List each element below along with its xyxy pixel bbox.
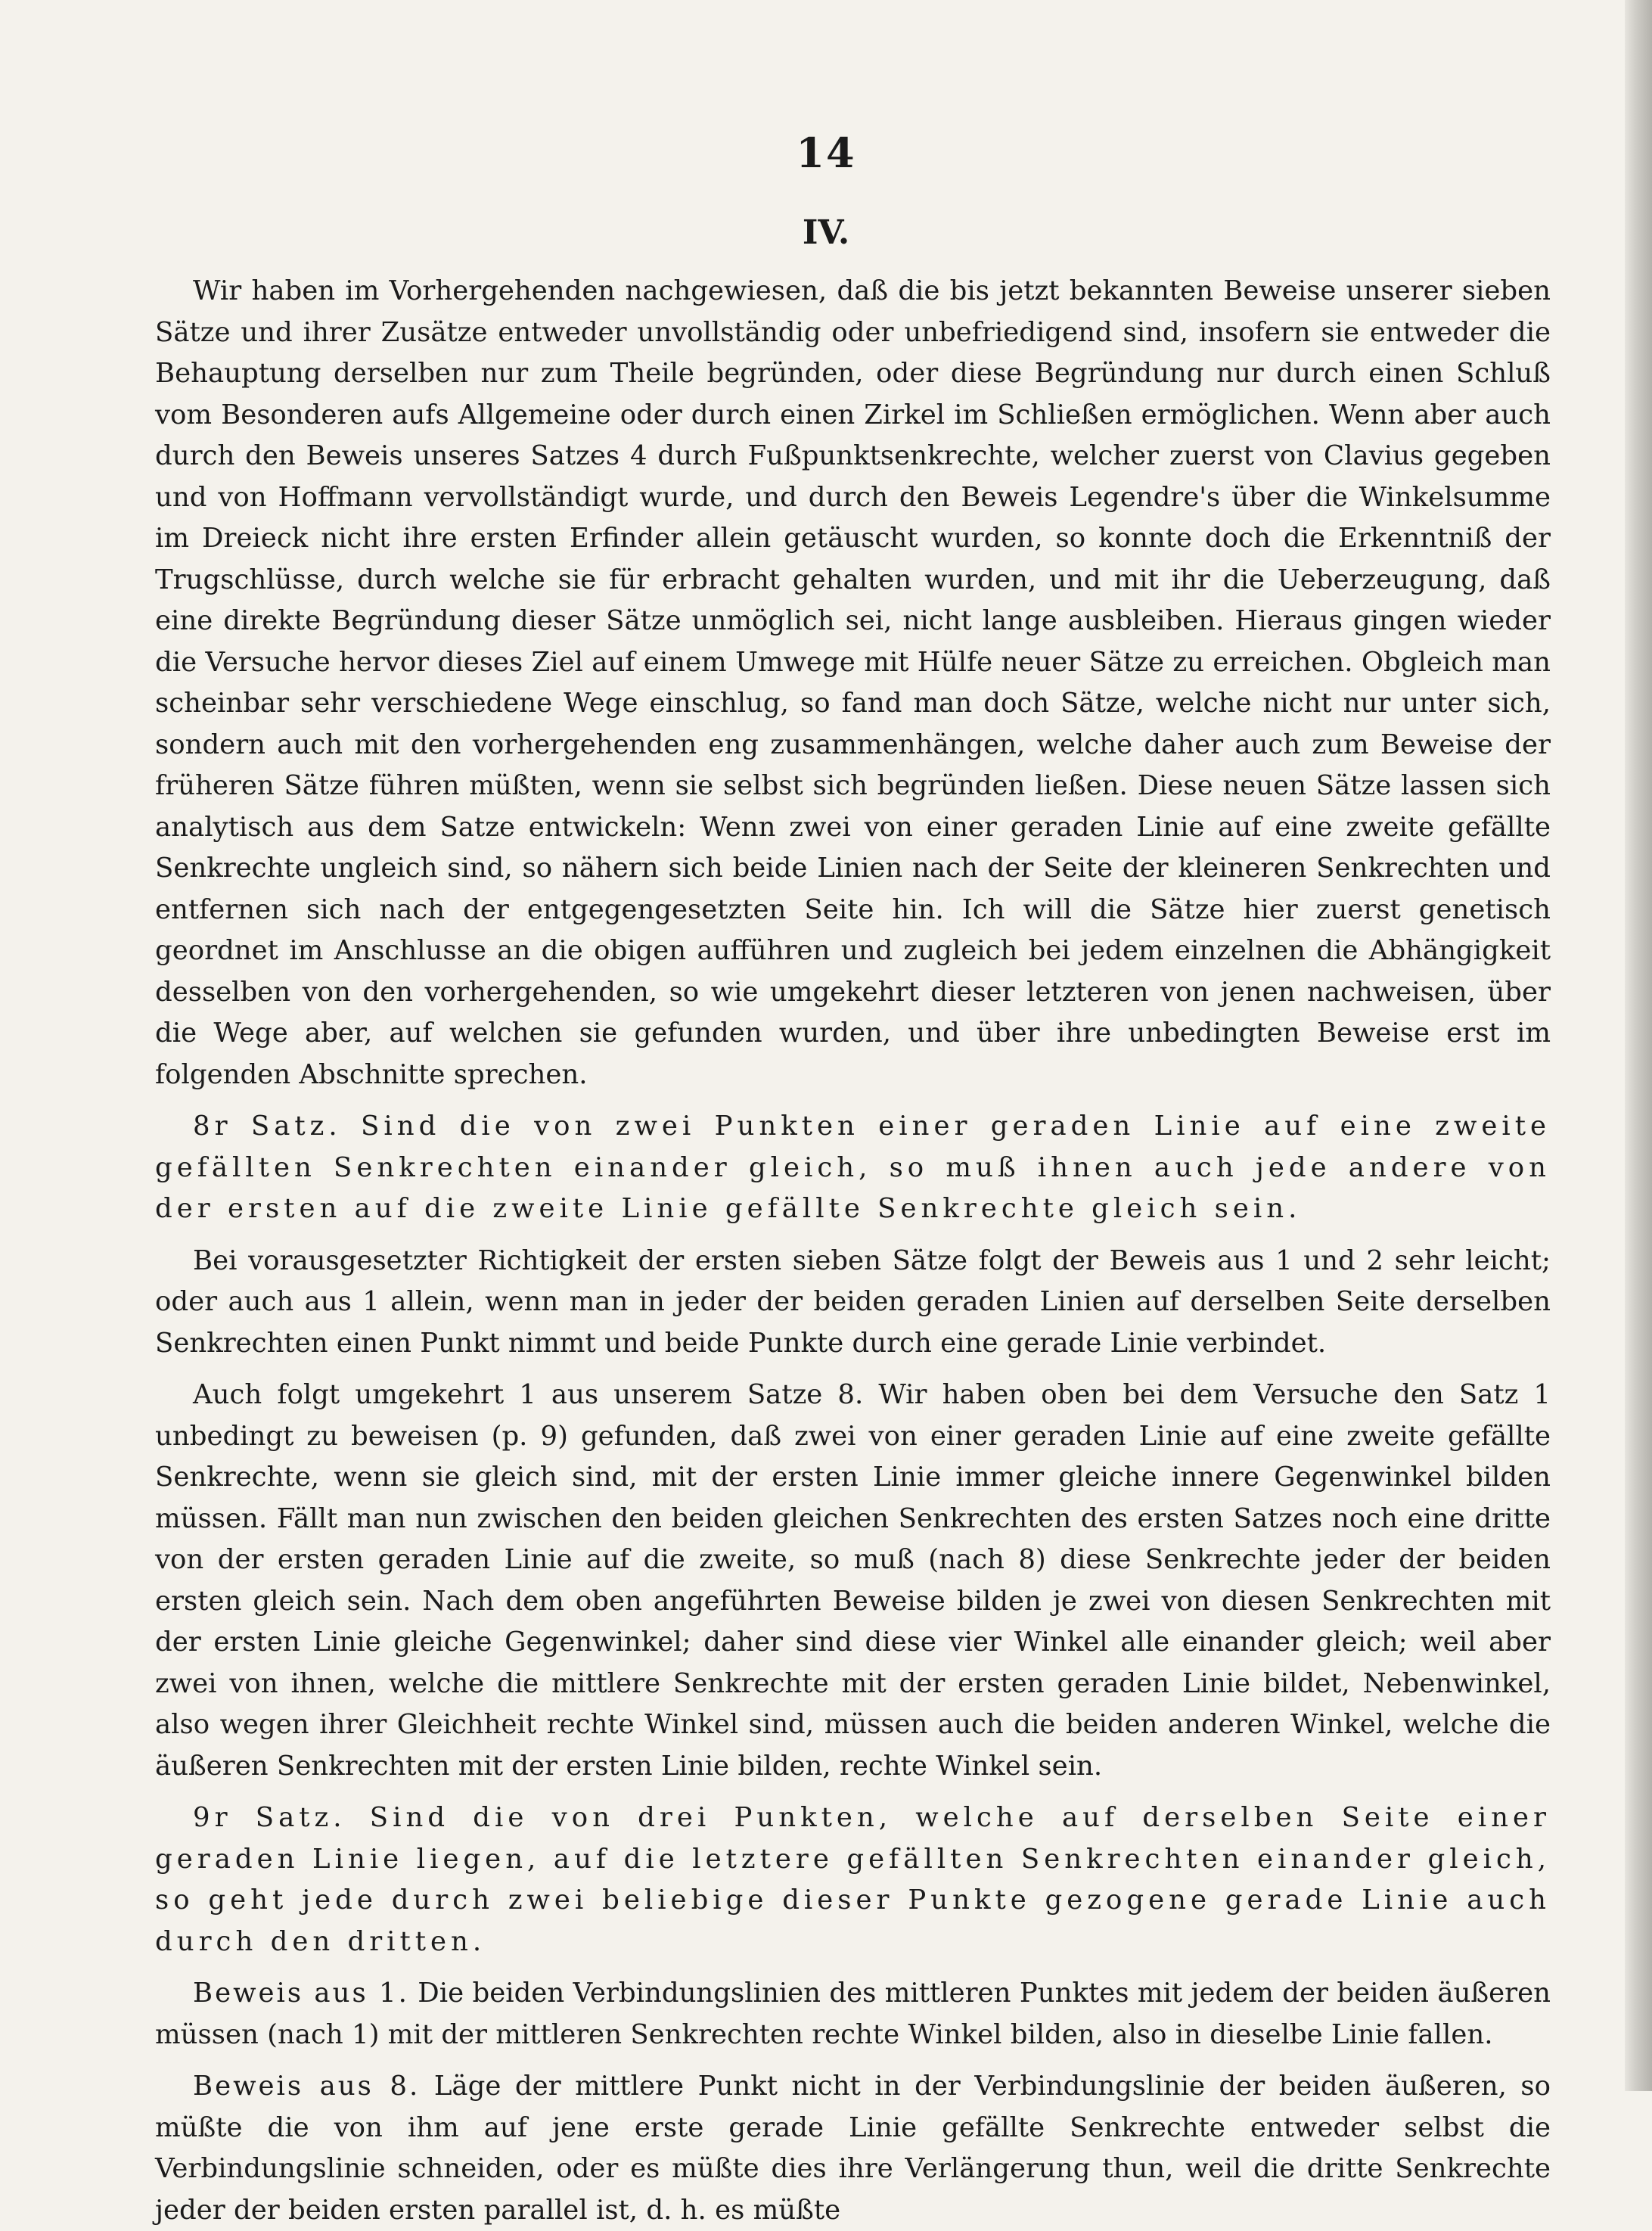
page-number: 14 bbox=[796, 129, 856, 177]
paragraph-proof-b: Auch folgt umgekehrt 1 aus unserem Satze 8. Wir haben oben bei dem Versuche den Satz 1 unbedingt zu beweisen (p. 9) gefunden, daß zwei von einer geraden Linie auf eine zweite gefällte Senkrechte, wenn sie gleich sind, mit der ersten Linie immer gleiche innere Gegenwinkel bilden müssen. Fällt man nun zwischen den beiden gleichen Senkrechten des ersten Satzes noch eine dritte von der ersten geraden Linie auf die zweite, so muß (nach 8) diese Senkrechte jeder der beiden ersten gleich sein. Nach dem oben angeführten Beweise bilden je zwei von diesen Senkrechten mit der ersten Linie gleiche Gegenwinkel; daher sind diese vier Winkel alle einander gleich; weil aber zwei von ihnen, welche die mittlere Senkrechte mit der ersten geraden Linie bildet, Nebenwinkel, also wegen ihrer Gleichheit rechte Winkel sind, müssen auch die beiden anderen Winkel, welche die äußeren Senkrechten mit der ersten Linie bilden, rechte Winkel sein. bbox=[155, 1379, 1551, 1782]
proof-from-1-label: Beweis aus 1. bbox=[193, 1978, 409, 2009]
body-text bbox=[155, 271, 1551, 2231]
theorem-8-label: 8r Satz. bbox=[193, 1111, 342, 1142]
theorem-9 bbox=[155, 1798, 1551, 1962]
theorem-9-text: Sind die von drei Punkten, welche auf derselben Seite einer geraden Linie liegen, auf die letztere gefällten Senkrechten einander gleich, so geht jede durch zwei beliebige dieser Punkte gezogene gerade Linie auch durch den dritten. bbox=[155, 1802, 1551, 1957]
page-edge-shadow bbox=[1625, 0, 1652, 2091]
section-heading: IV. bbox=[802, 213, 850, 252]
paragraph-proof-a: Bei vorausgesetzter Richtigkeit der ersten sieben Sätze folgt der Beweis aus 1 und 2 sehr leicht; oder auch aus 1 allein, wenn man in jeder der beiden geraden Linien auf derselben Seite derselben Senkrechten einen Punkt nimmt und beide Punkte durch eine gerade Linie verbindet. bbox=[155, 1244, 1551, 1359]
paragraph-intro: Wir haben im Vorhergehenden nachgewiesen, daß die bis jetzt bekannten Beweise unserer sieben Sätze und ihrer Zusätze entweder unvollständig oder unbefriedigend sind, insofern sie entweder die Behauptung derselben nur zum Theile begründen, oder diese Begründung nur durch einen Schluß vom Besonderen aufs Allgemeine oder durch einen Zirkel im Schließen ermöglichen. Wenn aber auch durch den Beweis unseres Satzes 4 durch Fußpunktsenkrechte, welcher zuerst von Clavius gegeben und von Hoffmann vervollständigt wurde, und durch den Beweis Legendre's über die Winkelsumme im Dreieck nicht ihre ersten Erfinder allein getäuscht wurden, so konnte doch die Erkenntniß der Trugschlüsse, durch welche sie für erbracht gehalten wurden, und mit ihr die Ueberzeugung, daß eine direkte Begründung dieser Sätze unmöglich sei, nicht lange ausbleiben. Hieraus gingen wieder die Versuche hervor dieses Ziel auf einem Umwege mit Hülfe neuer Sätze zu erreichen. Obgleich man scheinbar sehr verschiedene Wege einschlug, so fand man doch Sätze, welche nicht nur unter sich, sondern auch mit den vorhergehenden eng zusammenhängen, welche daher auch zum Beweise der früheren Sätze führen müßten, wenn sie selbst sich begründen ließen. Diese neuen Sätze lassen sich analytisch aus dem Satze entwickeln: Wenn zwei von einer geraden Linie auf eine zweite gefällte Senkrechte ungleich sind, so nähern sich beide Linien nach der Seite der kleineren Senkrechten und entfernen sich nach der entgegengesetzten Seite hin. Ich will die Sätze hier zuerst genetisch geordnet im Anschlusse an die obigen aufführen und zugleich bei jedem einzelnen die Abhängigkeit desselben von den vorhergehenden, so wie umgekehrt dieser letzteren von jenen nachweisen, über die Wege aber, auf welchen sie gefunden wurden, und über ihre unbedingten Beweise erst im folgenden Abschnitte sprechen. bbox=[155, 275, 1551, 1090]
theorem-8 bbox=[155, 1106, 1551, 1230]
proof-from-8-label: Beweis aus 8. bbox=[193, 2071, 421, 2102]
proof-from-1-text: Die beiden Verbindungslinien des mittleren Punktes mit jedem der beiden äußeren müssen (nach 1) mit der mittleren Senkrechten rechte Winkel bilden, also in dieselbe Linie fallen. bbox=[155, 1978, 1551, 2050]
proof-from-8-text: Läge der mittlere Punkt nicht in der Verbindungslinie der beiden äußeren, so müßte die von ihm auf jene erste gerade Linie gefällte Senkrechte entweder selbst die Verbindungslinie schneiden, oder es müßte dies ihre Verlängerung thun, weil die dritte Senkrechte jeder der beiden ersten parallel ist, d. h. es müßte bbox=[155, 2071, 1551, 2226]
proof-from-1 bbox=[155, 1973, 1551, 2055]
theorem-9-label: 9r Satz. bbox=[193, 1802, 346, 1833]
theorem-8-text: Sind die von zwei Punkten einer geraden Linie auf eine zweite gefällten Senkrechten einander gleich, so muß ihnen auch jede andere von der ersten auf die zweite Linie gefällte Senkrechte gleich sein. bbox=[155, 1111, 1551, 1224]
